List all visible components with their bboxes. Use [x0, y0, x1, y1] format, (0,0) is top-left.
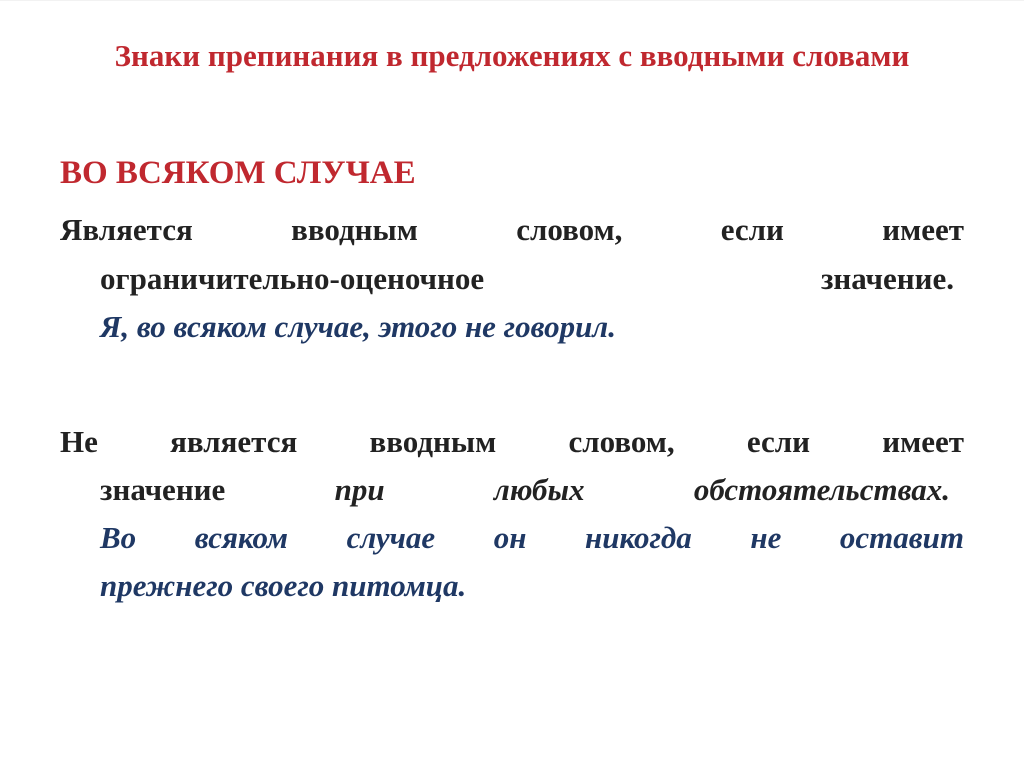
- rule2-line2: [100, 470, 964, 510]
- word: оставит: [839, 520, 964, 555]
- word: любых: [493, 472, 585, 507]
- word: словом,: [568, 424, 675, 459]
- word: он: [493, 520, 527, 555]
- word: имеет: [882, 212, 964, 247]
- word: не: [750, 520, 782, 555]
- word: если: [746, 424, 811, 459]
- word: при: [334, 472, 385, 507]
- section-heading: ВО ВСЯКОМ СЛУЧАЕ: [60, 155, 416, 191]
- word: если: [720, 212, 784, 247]
- word: Во: [100, 520, 137, 555]
- word: всяком: [194, 520, 289, 555]
- word: значение.: [820, 261, 954, 296]
- slide-title: Знаки препинания в предложениях с вводными словами: [114, 38, 910, 73]
- word: является: [170, 424, 298, 459]
- word: Является: [60, 212, 193, 247]
- rule2-example-line1: [100, 518, 964, 558]
- word: имеет: [882, 424, 964, 459]
- word: вводным: [369, 424, 497, 459]
- rule2-line1: [60, 422, 964, 462]
- word: никогда: [584, 520, 692, 555]
- word: обстоятельствах.: [693, 472, 950, 507]
- word: случае: [346, 520, 436, 555]
- word: ограничительно-оценочное: [100, 261, 485, 296]
- rule1-line1: [60, 210, 964, 250]
- rule1-example: Я, во всяком случае, этого не говорил.: [100, 309, 616, 344]
- rule2-example-line2: прежнего своего питомца.: [100, 568, 467, 603]
- rule1-line2: [100, 259, 964, 299]
- word: вводным: [291, 212, 418, 247]
- word: значение: [100, 472, 226, 507]
- word: словом,: [516, 212, 623, 247]
- word: Не: [60, 424, 98, 459]
